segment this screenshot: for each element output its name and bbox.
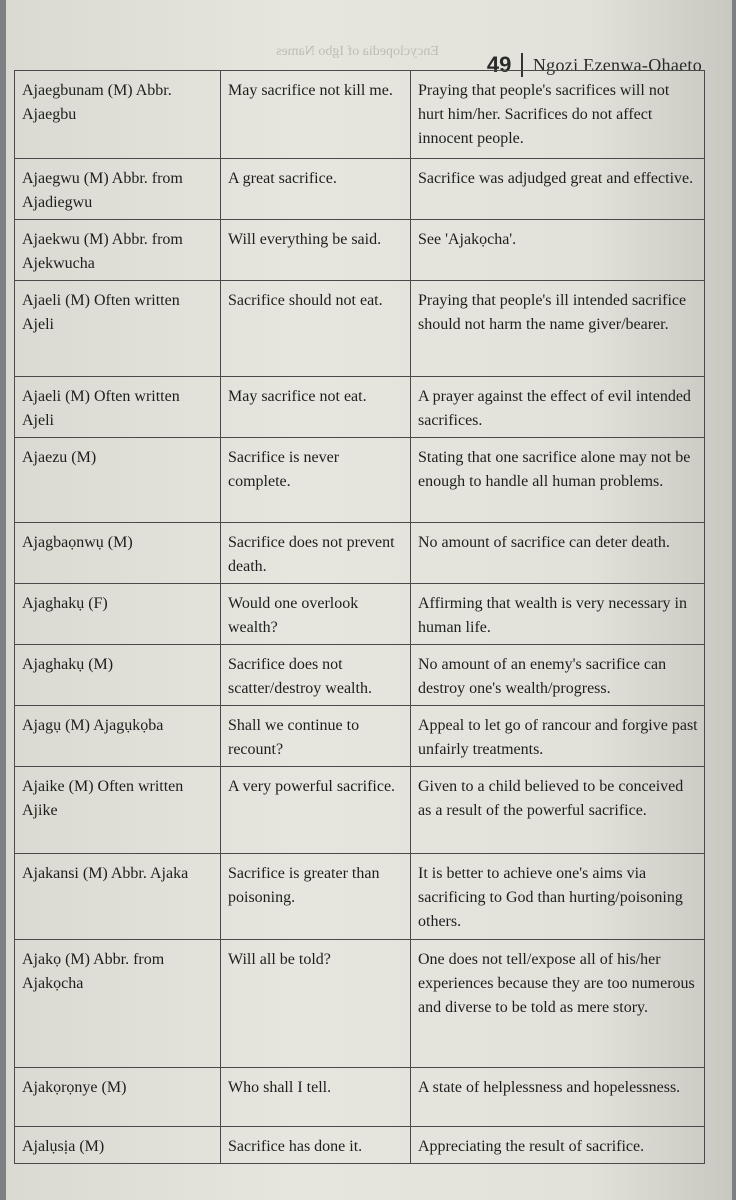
entry-meaning: Will everything be said. [221,220,411,281]
entry-name: Ajaghakụ (F) [15,584,221,645]
entry-meaning: May sacrifice not eat. [221,377,411,438]
entry-remark: Sacrifice was adjudged great and effective. [411,159,705,220]
entry-remark: See 'Ajakọcha'. [411,220,705,281]
entry-name: Ajaegwu (M) Abbr. from Ajadiegwu [15,159,221,220]
table-row [15,706,705,767]
entry-meaning: A great sacrifice. [221,159,411,220]
entry-remark: Appreciating the result of sacrifice. [411,1127,705,1164]
entry-name: Ajaghakụ (M) [15,645,221,706]
entry-name: Ajakọrọnye (M) [15,1068,221,1127]
entry-remark: Affirming that wealth is very necessary in human life. [411,584,705,645]
entry-meaning: Would one overlook wealth? [221,584,411,645]
entry-remark: No amount of an enemy's sacrifice can destroy one's wealth/progress. [411,645,705,706]
entry-remark: Appeal to let go of rancour and forgive past unfairly treatments. [411,706,705,767]
table-row [15,220,705,281]
entry-meaning: Sacrifice is greater than poisoning. [221,854,411,940]
entry-name: Ajakansi (M) Abbr. Ajaka [15,854,221,940]
table-row [15,281,705,377]
table-row [15,377,705,438]
entry-meaning: Sacrifice does not prevent death. [221,523,411,584]
entry-meaning: A very powerful sacrifice. [221,767,411,854]
entry-name: Ajagụ (M) Ajagụkọba [15,706,221,767]
entry-name: Ajagbaọnwụ (M) [15,523,221,584]
table-row [15,584,705,645]
table-row [15,940,705,1068]
table-row [15,854,705,940]
entry-meaning: Sacrifice has done it. [221,1127,411,1164]
entry-remark: A prayer against the effect of evil intended sacrifices. [411,377,705,438]
entry-meaning: Sacrifice should not eat. [221,281,411,377]
entry-meaning: Who shall I tell. [221,1068,411,1127]
names-table [14,70,705,1164]
entry-name: Ajakọ (M) Abbr. from Ajakọcha [15,940,221,1068]
entry-remark: Praying that people's sacrifices will not hurt him/her. Sacrifices do not affect innocent people. [411,71,705,159]
entry-meaning: Will all be told? [221,940,411,1068]
table-row [15,438,705,523]
entry-meaning: Sacrifice is never complete. [221,438,411,523]
entry-remark: A state of helplessness and hopelessness. [411,1068,705,1127]
entry-name: Ajaike (M) Often written Ajike [15,767,221,854]
entry-remark: It is better to achieve one's aims via sacrificing to God than hurting/poisoning others. [411,854,705,940]
entry-meaning: Shall we continue to recount? [221,706,411,767]
entry-remark: Given to a child believed to be conceived as a result of the powerful sacrifice. [411,767,705,854]
entry-remark: No amount of sacrifice can deter death. [411,523,705,584]
entry-name: Ajalụsịa (M) [15,1127,221,1164]
table-row [15,71,705,159]
entry-name: Ajaegbunam (M) Abbr. Ajaegbu [15,71,221,159]
table-row [15,767,705,854]
bleed-through-text: Encyclopedia of Igbo Names [276,44,439,59]
entry-remark: Praying that people's ill intended sacrifice should not harm the name giver/bearer. [411,281,705,377]
page-number: 49 [486,52,512,77]
entry-remark: One does not tell/expose all of his/her experiences because they are too numerous and diverse to be told as mere story. [411,940,705,1068]
entry-meaning: Sacrifice does not scatter/destroy wealth. [221,645,411,706]
entry-name: Ajaezu (M) [15,438,221,523]
book-page [6,0,732,1200]
entry-remark: Stating that one sacrifice alone may not be enough to handle all human problems. [411,438,705,523]
table-row [15,1068,705,1127]
entry-meaning: May sacrifice not kill me. [221,71,411,159]
entry-name: Ajaeli (M) Often written Ajeli [15,377,221,438]
author-name: Ngozi Ezenwa-Ohaeto [532,54,702,75]
table-row [15,645,705,706]
entry-name: Ajaekwu (M) Abbr. from Ajekwucha [15,220,221,281]
table-row [15,1127,705,1164]
entry-name: Ajaeli (M) Often written Ajeli [15,281,221,377]
table-row [15,523,705,584]
table-row [15,159,705,220]
